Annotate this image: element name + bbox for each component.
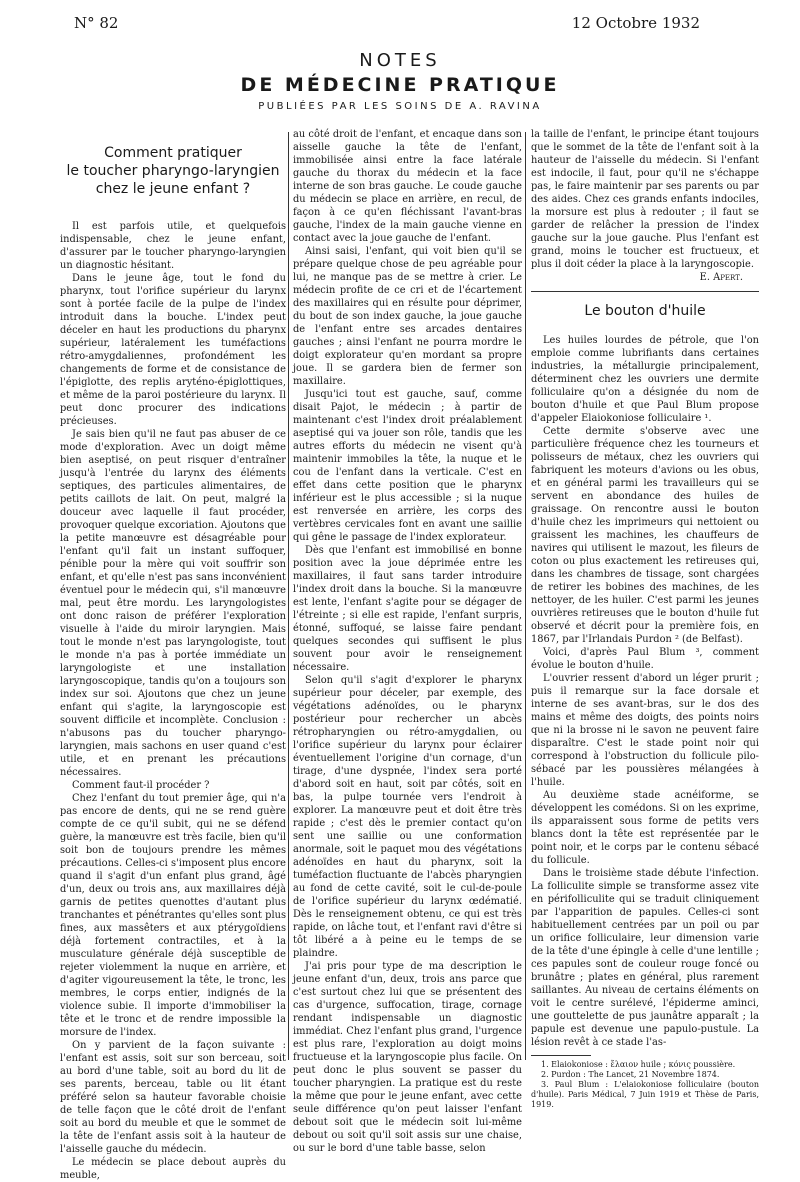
article1-signature: E. Apert. bbox=[699, 272, 743, 283]
paragraph: Il est parfois utile, et quelquefois indispensable, chez le jeune enfant, d'assurer par le toucher pharyngo-laryngien un diagnostic hésitant. bbox=[60, 221, 286, 271]
issue-date: 12 Octobre 1932 bbox=[571, 14, 700, 32]
issue-number: N° 82 bbox=[74, 14, 119, 32]
paragraph: J'ai pris pour type de ma description le jeune enfant d'un, deux, trois ans parce que c'est surtout chez lui que se présentent des cas d'urgence, suffocation, tirage, cornage rendant indispensable un diagnostic immédiat. Chez l'enfant plus grand, l'urgence est plus rare, l'exploration au doigt moins fructueuse et la laryngoscopie plus facile. On peut donc le plus souvent se passer du toucher pharyngien. La pratique est du reste la même que pour le jeune enfant, avec cette seule différence qu'on peut laisser l'enfant debout soit que le médecin soit lui-même debout ou soit qu'il soit assis sur une chaise, ou sur le bord d'une table basse, selon bbox=[293, 961, 522, 1154]
paragraph: Dès que l'enfant est immobilisé en bonne position avec la joue déprimée entre les maxillaires, il faut sans tarder introduire l'index droit dans la bouche. Si la manœuvre est lente, l'enfant s'agite pour se dégager de l'étreinte ; si elle est rapide, l'enfant surpris, étonné, suffoqué, se laisse faire pendant quelques secondes qui suffisent le plus souvent pour avoir le renseignement nécessaire. bbox=[293, 545, 522, 673]
paragraph: Selon qu'il s'agit d'explorer le pharynx supérieur pour déceler, par exemple, des végétations adénoïdes, ou le pharynx postérieur pour rechercher un abcès rétropharyngien ou rétro-amygdalien, ou l'orifice supérieur du larynx pour éclairer éventuellement l'origine d'un cornage, d'un tirage, d'une dyspnée, l'index sera porté d'abord soit en haut, soit par côtés, soit en bas, la pulpe tournée vers l'endroit à explorer. La manœuvre peut et doit être très rapide ; c'est dès le premier contact qu'on sent une saillie ou une conformation anormale, soit le paquet mou des végétations adénoïdes en haut du pharynx, soit la tuméfaction fluctuante de l'abcès pharyngien au fond de cette cavité, soit le cul-de-poule de l'orifice supérieur du larynx œdématié. Dès le renseignement obtenu, ce qui est très rapide, on lâche tout, et l'enfant ravi d'être si tôt libéré a à peine eu le temps de se plaindre. bbox=[293, 675, 522, 959]
paragraph: Au deuxième stade acnéiforme, se développent les comédons. Si on les exprime, ils apparaissent sous forme de petits vers blancs dont la tête est représentée par le point noir, et le corps par le contenu sébacé du follicule. bbox=[531, 790, 759, 866]
masthead-title-line1: NOTES bbox=[359, 50, 441, 71]
article2-body bbox=[531, 334, 759, 1049]
footnote-separator bbox=[531, 1055, 591, 1056]
footnotes bbox=[531, 1060, 759, 1110]
masthead-title-line2: DE MÉDECINE PRATIQUE bbox=[240, 74, 560, 96]
masthead-subtitle: PUBLIÉES PAR LES SOINS DE A. RAVINA bbox=[258, 101, 542, 112]
paragraph: L'ouvrier ressent d'abord un léger prurit ; puis il remarque sur la face dorsale et interne de ses avant-bras, sur le dos des mains et même des doigts, des points noirs que ni la brosse ni le savon ne peuvent faire disparaître. C'est le stade point noir qui correspond à l'obstruction du follicule pilo-sébacé par les poussières mélangées à l'huile. bbox=[531, 673, 759, 788]
paragraph: Jusqu'ici tout est gauche, sauf, comme disait Pajot, le médecin ; à partir de maintenant c'est l'index droit préalablement aseptisé qui va jouer son rôle, tandis que les autres efforts du médecin ne visent qu'à maintenir immobiles la tête, la nuque et le cou de l'enfant dans la verticale. C'est en effet dans cette position que le pharynx inférieur est le plus accessible ; si la nuque est renversée en arrière, les corps des vertèbres cervicales font en avant une saillie qui gêne le passage de l'index explorateur. bbox=[293, 389, 522, 543]
column-rule-2 bbox=[525, 132, 526, 1060]
article1-title: Comment pratiquer le toucher pharyngo-laryngien chez le jeune enfant ? bbox=[66, 145, 280, 197]
paragraph: Comment faut-il procéder ? bbox=[72, 780, 210, 791]
paragraph: 2. Purdon : The Lancet, 21 Novembre 1874. bbox=[541, 1070, 720, 1079]
paragraph: Voici, d'après Paul Blum ³, comment évolue le bouton d'huile. bbox=[531, 647, 759, 671]
paragraph: 1. Elaiokoniose : ἔλαιον huile ; κόνις poussière. bbox=[541, 1060, 736, 1069]
paragraph: Les huiles lourdes de pétrole, que l'on emploie comme lubrifiants dans certaines industries, la métallurgie principalement, déterminent chez les ouvriers une dermite folliculaire qu'on a désignée du nom de bouton d'huile et que Paul Blum propose d'appeler Elaiokoniose folliculaire ¹. bbox=[531, 335, 759, 424]
paragraph: Dans le jeune âge, tout le fond du pharynx, tout l'orifice supérieur du larynx sont à portée facile de la pulpe de l'index introduit dans la bouche. L'index peut déceler en haut les productions du pharynx supérieur, latéralement les tuméfactions rétro-amygdaliennes, profondément les changements de forme et de consistance de l'épiglotte, des replis aryténo-épiglottiques, et même de la paroi postérieure du larynx. Il peut donc procurer des indications précieuses. bbox=[60, 273, 286, 427]
column-2 bbox=[293, 128, 522, 1155]
paragraph: On y parvient de la façon suivante : l'enfant est assis, soit sur son berceau, soit au bord d'une table, soit au bord du lit de ses parents, berceau, table ou lit étant préféré selon sa hauteur favorable choisie de telle façon que le côté droit de l'enfant soit au bord du meuble et que le sommet de la tête de l'enfant assis soit à la hauteur de l'aisselle gauche du médecin. bbox=[60, 1040, 286, 1155]
paragraph: au côté droit de l'enfant, et encaque dans son aisselle gauche la tête de l'enfant, immobilisée ainsi entre la face latérale gauche du thorax du médecin et la face interne de son bras gauche. Le coude gauche du médecin se place en arrière, en recul, de façon à ce qu'en fléchissant l'avant-bras gauche, l'index de la main gauche vienne en contact avec la joue gauche de l'enfant. bbox=[293, 129, 522, 244]
paragraph: Cette dermite s'observe avec une particulière fréquence chez les tourneurs et polisseurs de métaux, chez les ouvriers qui fabriquent les moteurs d'avions ou les obus, et en général parmi les travailleurs qui se servent en abondance des huiles de graissage. On rencontre aussi le bouton d'huile chez les imprimeurs qui nettoient ou graissent les machines, les chauffeurs de navires qui utilisent le mazout, les fileurs de coton ou plus exactement les retireuses qui, dans les chambres de tissage, sont chargées de retirer les bobines des machines, de les nettoyer, de les huiler. C'est parmi les jeunes ouvrières retireuses que le bouton d'huile fut observé et décrit pour la première fois, en 1867, par l'Irlandais Purdon ² (de Belfast). bbox=[531, 426, 759, 645]
column-1 bbox=[60, 128, 286, 1182]
paragraph: Le médecin se place debout auprès du meuble, bbox=[60, 1157, 286, 1181]
article2-title: Le bouton d'huile bbox=[584, 303, 706, 319]
column-3 bbox=[531, 128, 759, 1110]
paragraph: Chez l'enfant du tout premier âge, qui n'a pas encore de dents, qui ne se rend guère compte de ce qu'il subit, qui ne se défend guère, la manœuvre est très facile, bien qu'il soit bon de toujours prendre les mêmes précautions. Celles-ci s'imposent plus encore quand il s'agit d'un enfant plus grand, âgé d'un, deux ou trois ans, aux maxillaires déjà garnis de petites quenottes d'autant plus tranchantes et pénétrantes qu'elles sont plus fines, aux massêters et aux ptérygoïdiens déjà fortement contractiles, et à la musculature générale déjà susceptible de rejeter violemment la nuque en arrière, et d'agiter vigoureusement la tête, le tronc, les membres, le corps entier, indignés de la violence subie. Il importe d'immobiliser la tête et le tronc et de rendre impossible la morsure de l'index. bbox=[60, 793, 286, 1038]
paragraph: la taille de l'enfant, le principe étant toujours que le sommet de la tête de l'enfant soit à la hauteur de l'aisselle du médecin. Si l'enfant est indocile, il faut, pour qu'il ne s'échappe pas, le faire maintenir par ses parents ou par des aides. Chez ces grands enfants indociles, la morsure est plus à redouter ; il faut se garder de relâcher la pression de l'index gauche sur la joue gauche. Plus l'enfant est grand, moins le toucher est fructueux, et plus il doit céder la place à la laryngoscopie. bbox=[531, 129, 759, 270]
column-rule-1 bbox=[288, 132, 289, 1060]
paragraph: 3. Paul Blum : L'elaiokoniose folliculaire (bouton d'huile). Paris Médical, 7 Juin 1919 et Thèse de Paris, 1919. bbox=[531, 1080, 759, 1109]
paragraph: Ainsi saisi, l'enfant, qui voit bien qu'il se prépare quelque chose de peu agréable pour lui, ne manque pas de se mettre à crier. Le médecin profite de ce cri et de l'écartement des maxillaires qui en résulte pour déprimer, du bout de son index gauche, la joue gauche de l'enfant entre ses arcades dentaires gauches ; ainsi l'enfant ne pourra mordre le doigt explorateur qu'en mordant sa propre joue. Il se gardera bien de fermer son maxillaire. bbox=[293, 246, 522, 387]
article-separator bbox=[531, 291, 759, 292]
article1-body-continued bbox=[293, 128, 522, 1155]
article1-body bbox=[60, 220, 286, 1182]
article1-body-end bbox=[531, 128, 759, 271]
paragraph: Dans le troisième stade débute l'infection. La folliculite simple se transforme assez vite en périfolliculite qui se traduit cliniquement par l'apparition de papules. Celles-ci sont habituellement centrées par un poil ou par un orifice folliculaire, leur dimension varie de la tête d'une épingle à celle d'une lentille ; ces papules sont de couleur rouge foncé ou brunâtre ; plates en général, plus rarement saillantes. Au niveau de certains éléments on voit le centre surélevé, l'épiderme aminci, une gouttelette de pus jaunâtre apparaît ; la papule est devenue une papulo-pustule. La lésion revêt à ce stade l'as- bbox=[531, 868, 759, 1048]
paragraph: Je sais bien qu'il ne faut pas abuser de ce mode d'exploration. Avec un doigt même bien aseptisé, on peut risquer d'entraîner jusqu'à l'entrée du larynx des éléments septiques, des particules alimentaires, de petits caillots de lait. On peut, malgré la douceur avec laquelle il faut procéder, provoquer quelque excoriation. Ajoutons que la petite manœuvre est désagréable pour l'enfant qu'il fait un instant suffoquer, pénible pour la mère qui voit souffrir son enfant, et qu'elle n'est pas sans inconvénient éventuel pour le médecin qui, s'il manœuvre mal, peut être mordu. Les laryngologistes ont donc raison de préférer l'exploration visuelle à l'aide du miroir laryngien. Mais tout le monde n'est pas laryngologiste, tout le monde n'a pas à portée immédiate un laryngologiste et une installation laryngoscopique, tandis qu'on a toujours son index sur soi. Ajoutons que chez un jeune enfant qui s'agite, la laryngoscopie est souvent difficile et incomplète. Conclusion : n'abusons pas du toucher pharyngo-laryngien, mais sachons en user quand c'est utile, et en prenant les précautions nécessaires. bbox=[60, 429, 286, 778]
